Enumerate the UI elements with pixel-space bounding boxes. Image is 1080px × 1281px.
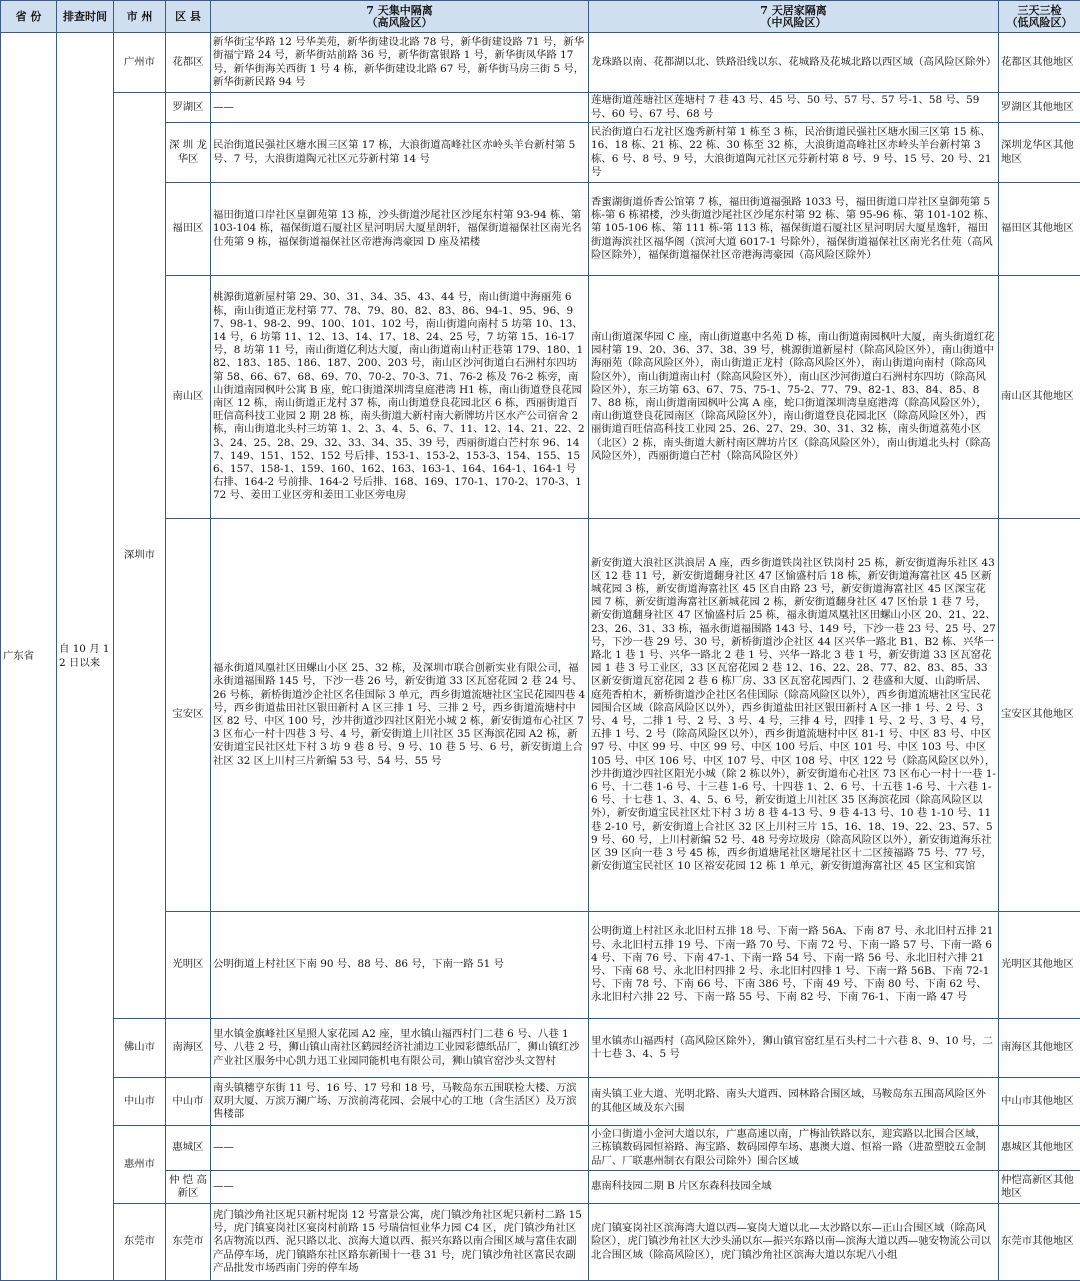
table-row — [1, 33, 1080, 93]
mid-risk-cell: 香蜜湖街道侨香公馆第 7 栋，福田街道福强路 1033 号，福田街道口岸社区皇御苑第 5 栋-第 6 栋裙楼，沙头街道沙尾社区沙尾东村第 92 栋、第 95-96 栋、第 101-102 栋、第 105-106 栋、第 111 栋-第 113 栋，福保街道石厦社区星河明居大厦星逸轩，福田街道海滨社区福华阁（滨河大道 6017-1 号除外），福保街道福保社区南光名仕苑（高风险区除外），福保街道福保社区帝港海湾豪园（高风险区除外） — [589, 183, 999, 276]
high-risk-cell: 虎门镇沙角社区坭只新村坭岗 12 号富景公寓，虎门镇沙角社区坭只新村二路 15 号，虎门镇宴岗社区宴岗村前路 15 号瑞信恒业华力园 C4 区，虎门镇沙角社区名店物流以西、泥只路以北、滨海大道以西、振兴东路以南合围区域与富佳农副产品停车场，虎门镇路东社区路东新围十一巷 31 号，虎门镇沙角社区富民农副产品批发市场西南门旁的停车场 — [211, 1204, 589, 1281]
mid-risk-cell: 小金口街道小金河大道以东，广惠高速以南，广梅汕铁路以东，迎宾路以北围合区域，三栋镇数码园恒裕路、海宝路、数码园停车场、惠澳大道、恒裕一路（进盈塑胶五金制品厂、厂联惠州制衣有限公司除外）围合区域 — [589, 1126, 999, 1171]
table-row — [1, 1019, 1080, 1078]
high-risk-cell: —— — [211, 1126, 589, 1171]
district-cell: 福田区 — [166, 183, 211, 276]
high-risk-cell: 桃源街道新屋村第 29、30、31、34、35、43、44 号，南山街道中海丽苑 6 栋，南山街道正龙村第 77、78、79、80、82、83、86、94-1、95、96、97、98-1、98-2、99、100、101、102 号，南山街道向南村 5 坊第 10、13、14 号，6 坊第 11、12、13、14、17、18、24、25 号，7 坊第 15、16-17 号，8 坊第 11 号，南山街道亿利达大厦，南山街道南山村正巷第 179、180、182、183、185、186、187、200、203 号，南山区沙河街道白石洲村东四坊第 58、66、67、68、69、70、70-2、70-3、71、76-2 栋及 76-2 栋旁，南山街道南园枫叶公寓 B 座，蛇口街道深圳湾皇庭港湾 H1 栋，南山街道登良花园南区 12 栋，南山街道正龙村 37 栋，南山街道登良花园北区 6 栋，西丽街道百旺信高科技工业园 2 期 28 栋，南头街道大新村南大新牌坊片区水产公司宿舍 2 栋，南山街道北头村三坊第 1、2、3、4、5、6、7、11、12、14、21、22、23、24、25、28、29、32、33、34、35、39 号，西丽街道白芒村东 96、147、149、151、152、152 号后排、153-1、153-2、153-3、154、155、156、157、158-1、159、160、162、163、163-1、164、164-1、164-1 号右排、164-2 号前排、164-2 号后排、168、169、170-1、170-2、170-3、172 号、姜田工业区旁和姜田工业区旁电房 — [211, 276, 589, 519]
district-cell: 南海区 — [166, 1019, 211, 1078]
mid-risk-cell: 惠南科技园二期 B 片区东森科技园全域 — [589, 1171, 999, 1204]
high-risk-cell: 福永街道凤凰社区田螺山小区 25、32 栋，及深圳市联合创新实业有限公司，福永街道福围路 145 号，下沙一巷 26 号，新安街道 33 区瓦窑花园 2 巷 24 号、26 号栋，新桥街道沙企社区名佳国际 3 单元，西乡街道流塘社区宝民花园四巷 4 号，西乡街道盐田社区银田新村 A 区三排 1 号、三排 2 号，西乡街道流塘村中区 82 号、中区 100 号，沙井街道沙四社区阳光小城 2 栋，新安街道布心社区 73 区布心一村十四巷 3 号、4 号，新安街道上川社区 35 区海滨花园 A2 栋，新安街道宝民社区灶下村 3 坊 9 巷 8 号、9 号、10 巷 5 号、6 号，新安街道上合社区 32 区上川村三片新编 53 号、54 号、55 号 — [211, 519, 589, 912]
header-low-risk-line2: （低风险区） — [1001, 17, 1078, 29]
low-risk-cell: 惠城区其他地区 — [999, 1126, 1080, 1171]
district-cell: 罗湖区 — [166, 93, 211, 123]
city-cell: 东莞市 — [114, 1204, 166, 1281]
header-mid-risk-line1: 7 天居家隔离 — [591, 5, 996, 17]
mid-risk-cell: 民治街道白石龙社区逸秀新村第 1 栋至 3 栋，民治街道民强社区塘水围三区第 15 栋、16、18 栋、21 栋、22 栋、30 栋至 32 栋，大浪街道高峰社区赤岭头羊台新村第 3 栋、6 号、8 号、9 号，大浪街道陶元社区元芬新村第 8 号、9 号、15 号、20 号、21 号 — [589, 123, 999, 183]
high-risk-cell: 公明街道上村社区下南 90 号、88 号、86 号，下南一路 51 号 — [211, 912, 589, 1019]
header-row — [1, 1, 1080, 33]
header-mid-risk — [589, 1, 999, 33]
header-province: 省 份 — [1, 1, 57, 33]
high-risk-cell: 里水镇金旗峰社区星照人家花园 A2 座，里水镇山福西村门二巷 6 号、八巷 1 号、八巷 2 号，狮山镇山南社区鹤园经济社浦边工业园彩德纸品厂，狮山镇红沙产业社区服务中心凯力迅工业园同能机电有限公司，狮山镇官窑沙头文智村 — [211, 1019, 589, 1078]
district-cell: 深 圳 龙华区 — [166, 123, 211, 183]
low-risk-cell: 福田区其他地区 — [999, 183, 1080, 276]
table-row — [1, 93, 1080, 123]
city-cell: 深圳市 — [114, 93, 166, 1019]
high-risk-cell: —— — [211, 1171, 589, 1204]
district-cell: 花都区 — [166, 33, 211, 93]
mid-risk-cell: 南山街道深华园 C 座，南山街道惠中名苑 D 栋，南山街道南园枫叶大厦，南头街道红花园村第 19、20、36、37、38、39 号，桃源街道新屋村（除高风险区外），南山街道中海丽苑（除高风险区外），南山街道正龙村（除高风险区外），南山街道向南村（除高风险区外），南山街道南山村（除高风险区外），南山区沙河街道白石洲村东四坊（除高风险区外），东三坊第 63、67、75、75-1、75-2、77、79、82-1、83、84、85、87、88 栋，南山街道南园枫叶公寓 A 座，蛇口街道深圳湾皇庭港湾（除高风险区外），南山街道登良花园南区（除高风险区外），南山街道登良花园北区（除高风险区外），西丽街道百旺信高科技工业园 25、26、27、29、30、31、32 栋，南头街道荔苑小区（北区）2 栋，南头街道大新村南区牌坊片区（除高风险区外），南山街道北头村（除高风险区外），西丽街道白芒村（除高风险区外） — [589, 276, 999, 519]
district-cell: 惠城区 — [166, 1126, 211, 1171]
city-cell: 惠州市 — [114, 1126, 166, 1204]
low-risk-cell: 光明区其他地区 — [999, 912, 1080, 1019]
low-risk-cell: 仲恺高新区其他地区 — [999, 1171, 1080, 1204]
header-mid-risk-line2: （中风险区） — [591, 17, 996, 29]
header-city: 市 州 — [114, 1, 166, 33]
city-cell: 广州市 — [114, 33, 166, 93]
low-risk-cell: 花都区其他地区 — [999, 33, 1080, 93]
high-risk-cell: 南头镇穗亨东街 11 号、16 号、17 号和 18 号，马鞍岛东五围联检大楼、万滨双玥大厦、万滨万澜广场、万滨前湾花园、会展中心的工地（含生活区）及万滨售楼部 — [211, 1078, 589, 1126]
header-time: 排查时间 — [57, 1, 114, 33]
low-risk-cell: 宝安区其他地区 — [999, 519, 1080, 912]
header-low-risk-line1: 三天三检 — [1001, 5, 1078, 17]
low-risk-cell: 中山市其他地区 — [999, 1078, 1080, 1126]
table-row — [1, 1126, 1080, 1171]
header-high-risk-line2: （高风险区） — [213, 17, 586, 29]
district-cell: 仲 恺 高新区 — [166, 1171, 211, 1204]
mid-risk-cell: 虎门镇宴岗社区滨海湾大道以西—宴岗大道以北—太沙路以东—正山合围区域（除高风险区），虎门镇沙角社区大沙头涌以东—振兴东路以南—滨海大道以西—驰安物流公司以北合围区域（除高风险区），虎门镇沙角社区滨海大道以东坭八小组 — [589, 1204, 999, 1281]
city-cell: 佛山市 — [114, 1019, 166, 1078]
low-risk-cell: 罗湖区其他地区 — [999, 93, 1080, 123]
district-cell: 宝安区 — [166, 519, 211, 912]
table-row — [1, 1204, 1080, 1281]
high-risk-cell: 民治街道民强社区塘水围三区第 17 栋，大浪街道高峰社区赤岭头羊台新村第 5 号、7 号，大浪街道陶元社区元芬新村第 14 号 — [211, 123, 589, 183]
header-district: 区 县 — [166, 1, 211, 33]
low-risk-cell: 深圳龙华区其他地区 — [999, 123, 1080, 183]
header-low-risk — [999, 1, 1080, 33]
high-risk-cell: 福田街道口岸社区皇御苑第 13 栋，沙头街道沙尾社区沙尾东村第 93-94 栋、第 103-104 栋，福保街道石厦社区星河明居大厦星朗轩，福保街道福保社区南光名仕苑第 9 栋，福保街道福保社区帝港海湾豪园 D 座及裙楼 — [211, 183, 589, 276]
low-risk-cell: 南海区其他地区 — [999, 1019, 1080, 1078]
province-cell: 广东省 — [1, 33, 57, 1281]
mid-risk-cell: 里水镇赤山福西村（高风险区除外），狮山镇官窑红星石头村二十六巷 8、9、10 号，二十七巷 3、4、5 号 — [589, 1019, 999, 1078]
header-high-risk-line1: 7 天集中隔离 — [213, 5, 586, 17]
district-cell: 光明区 — [166, 912, 211, 1019]
table-row — [1, 1078, 1080, 1126]
mid-risk-cell: 南头镇工业大道、光明北路、南头大道西、园林路合围区域，马鞍岛东五围高风险区外的其他区域及东六围 — [589, 1078, 999, 1126]
district-cell: 中山市 — [166, 1078, 211, 1126]
district-cell: 东莞市 — [166, 1204, 211, 1281]
low-risk-cell: 南山区其他地区 — [999, 276, 1080, 519]
high-risk-cell: —— — [211, 93, 589, 123]
mid-risk-cell: 新安街道大浪社区洪浪居 A 座，西乡街道铁岗社区铁岗村 25 栋，新安街道海乐社区 43 区 12 巷 11 号，新安街道翻身社区 47 区愉盛村后 18 栋，新安街道海富社区 45 区新城花园 3 栋，新安街道海富社区 45 区自由路 23 号，新安街道海富社区 45 区深宝花园 7 栋，新安街道海富社区新城花园 2 栋，新安街道翻身社区 47 区怡景 1 巷 7 号，新安街道翻身社区 47 区愉盛村后 25 栋，福永街道凤凰社区田螺山小区 20、21、22、23、26、31、33 栋，福永街道福围路 143 号、149 号，下沙一巷 23 号、25 号、27 号，下沙一巷 29 号、30 号，新桥街道沙企社区 44 区兴华一路北 B1、B2 栋、兴华一路北 1 巷 1 号、兴华一路北 2 巷 1 号、兴华一路北 3 巷 1 号，新安街道 33 区瓦窑花园 1 巷 3 号工业区，33 区瓦窑花园 2 巷 12、16、22、28、77、82、83、85、33 区新安街道瓦窑花园 2 巷 6 栋厂房、33 区瓦窑花园西门、2 巷盛和大厦、山韵昕居、庭苑香柏木，新桥街道沙企社区名佳国际（除高风险区以外），西乡街道流塘社区宝民花园围合区域（除高风险区以外），西乡街道盐田社区银田新村 A 区一排 1 号、2 号、3 号、4 号，二排 1 号、2 号、3 号、4 号，三排 4 号，四排 1 号、2 号、3 号、4 号，五排 1 号、2 号（除高风险区以外），西乡街道流塘村中区 81-1 号、中区 83 号、中区 97 号、中区 99 号、中区 99 号、中区 100 号后、中区 101 号、中区 103 号、中区 105 号、中区 106 号、中区 107 号、中区 108 号、中区 122 号（除高风险区以外），沙井街道沙四社区阳光小城（除 2 栋以外），新安街道布心社区 73 区布心一村十一巷 1-6 号、十二巷 1-6 号、十三巷 1-6 号、十四巷 1、2、6 号、十五巷 1-6 号、十六巷 1-6 号、十七巷 1、3、4、5、6 号，新安街道上川社区 35 区海滨花园（除高风险区以外），新安街道宝民社区灶下村 3 坊 8 巷 4-13 号、9 巷 4-13 号、10 巷 1-10 号、11 巷 2-10 号，新安街道上合社区 32 区上川村三片 15、16、18、19、22、23、57、59 号、60 号，上川村新编 52 号、48 号旁垃圾房（除高风险区以外），新安街道海乐社区 39 区向一巷 3 号 45 栋，西乡街道塘尾社区塘尾社区十二区接福路 75 号、77 号，新安街道宝民社区 10 区裕安花园 12 栋 1 单元，新安街道海富社区 45 区宝和宾馆 — [589, 519, 999, 912]
mid-risk-cell: 莲塘街道莲塘社区莲塘村 7 巷 43 号、45 号、50 号、57 号、57 号-1、58 号、59 号、60 号、67 号、68 号 — [589, 93, 999, 123]
mid-risk-cell: 龙珠路以南、花都湖以北、铁路沿线以东、花城路及花城北路以西区域（高风险区除外） — [589, 33, 999, 93]
header-high-risk — [211, 1, 589, 33]
district-cell: 南山区 — [166, 276, 211, 519]
city-cell: 中山市 — [114, 1078, 166, 1126]
low-risk-cell: 东莞市其他地区 — [999, 1204, 1080, 1281]
mid-risk-cell: 公明街道上村社区永北旧村五排 18 号、下南一路 56A、下南 87 号、永北旧村五排 21 号、永北旧村五排 19 号、下南一路 70 号、下南 72 号、下南一路 57 号、下南一路 64 号、下南 76 号、下南 47-1、下南一路 54 号、下南一路 56 号、永北旧村六排 21 号、下南 68 号、永北旧村四排 2 号、永北旧村四排 1 号、下南一路 56B、下南 72-1 号、下南 78 号、下南 66 号、下南 386 号、下南 49 号、下南 80 号、下南 62 号、永北旧村六排 22 号、下南一路 55 号、下南 82 号、下南 76-1、下南一路 47 号 — [589, 912, 999, 1019]
high-risk-cell: 新华街宝华路 12 号华美苑，新华街建设北路 78 号，新华街建设路 71 号，新华街福宁路 24 号，新华街站前路 36 号，新华街富银路 1 号，新华街凤华路 17 号，新华街海关西街 1 号 4 栋，新华街建设北路 67 号，新华街马房三街 5 号，新华街新民路 94 号 — [211, 33, 589, 93]
time-cell: 自 10 月 12 日以来 — [57, 33, 114, 1281]
